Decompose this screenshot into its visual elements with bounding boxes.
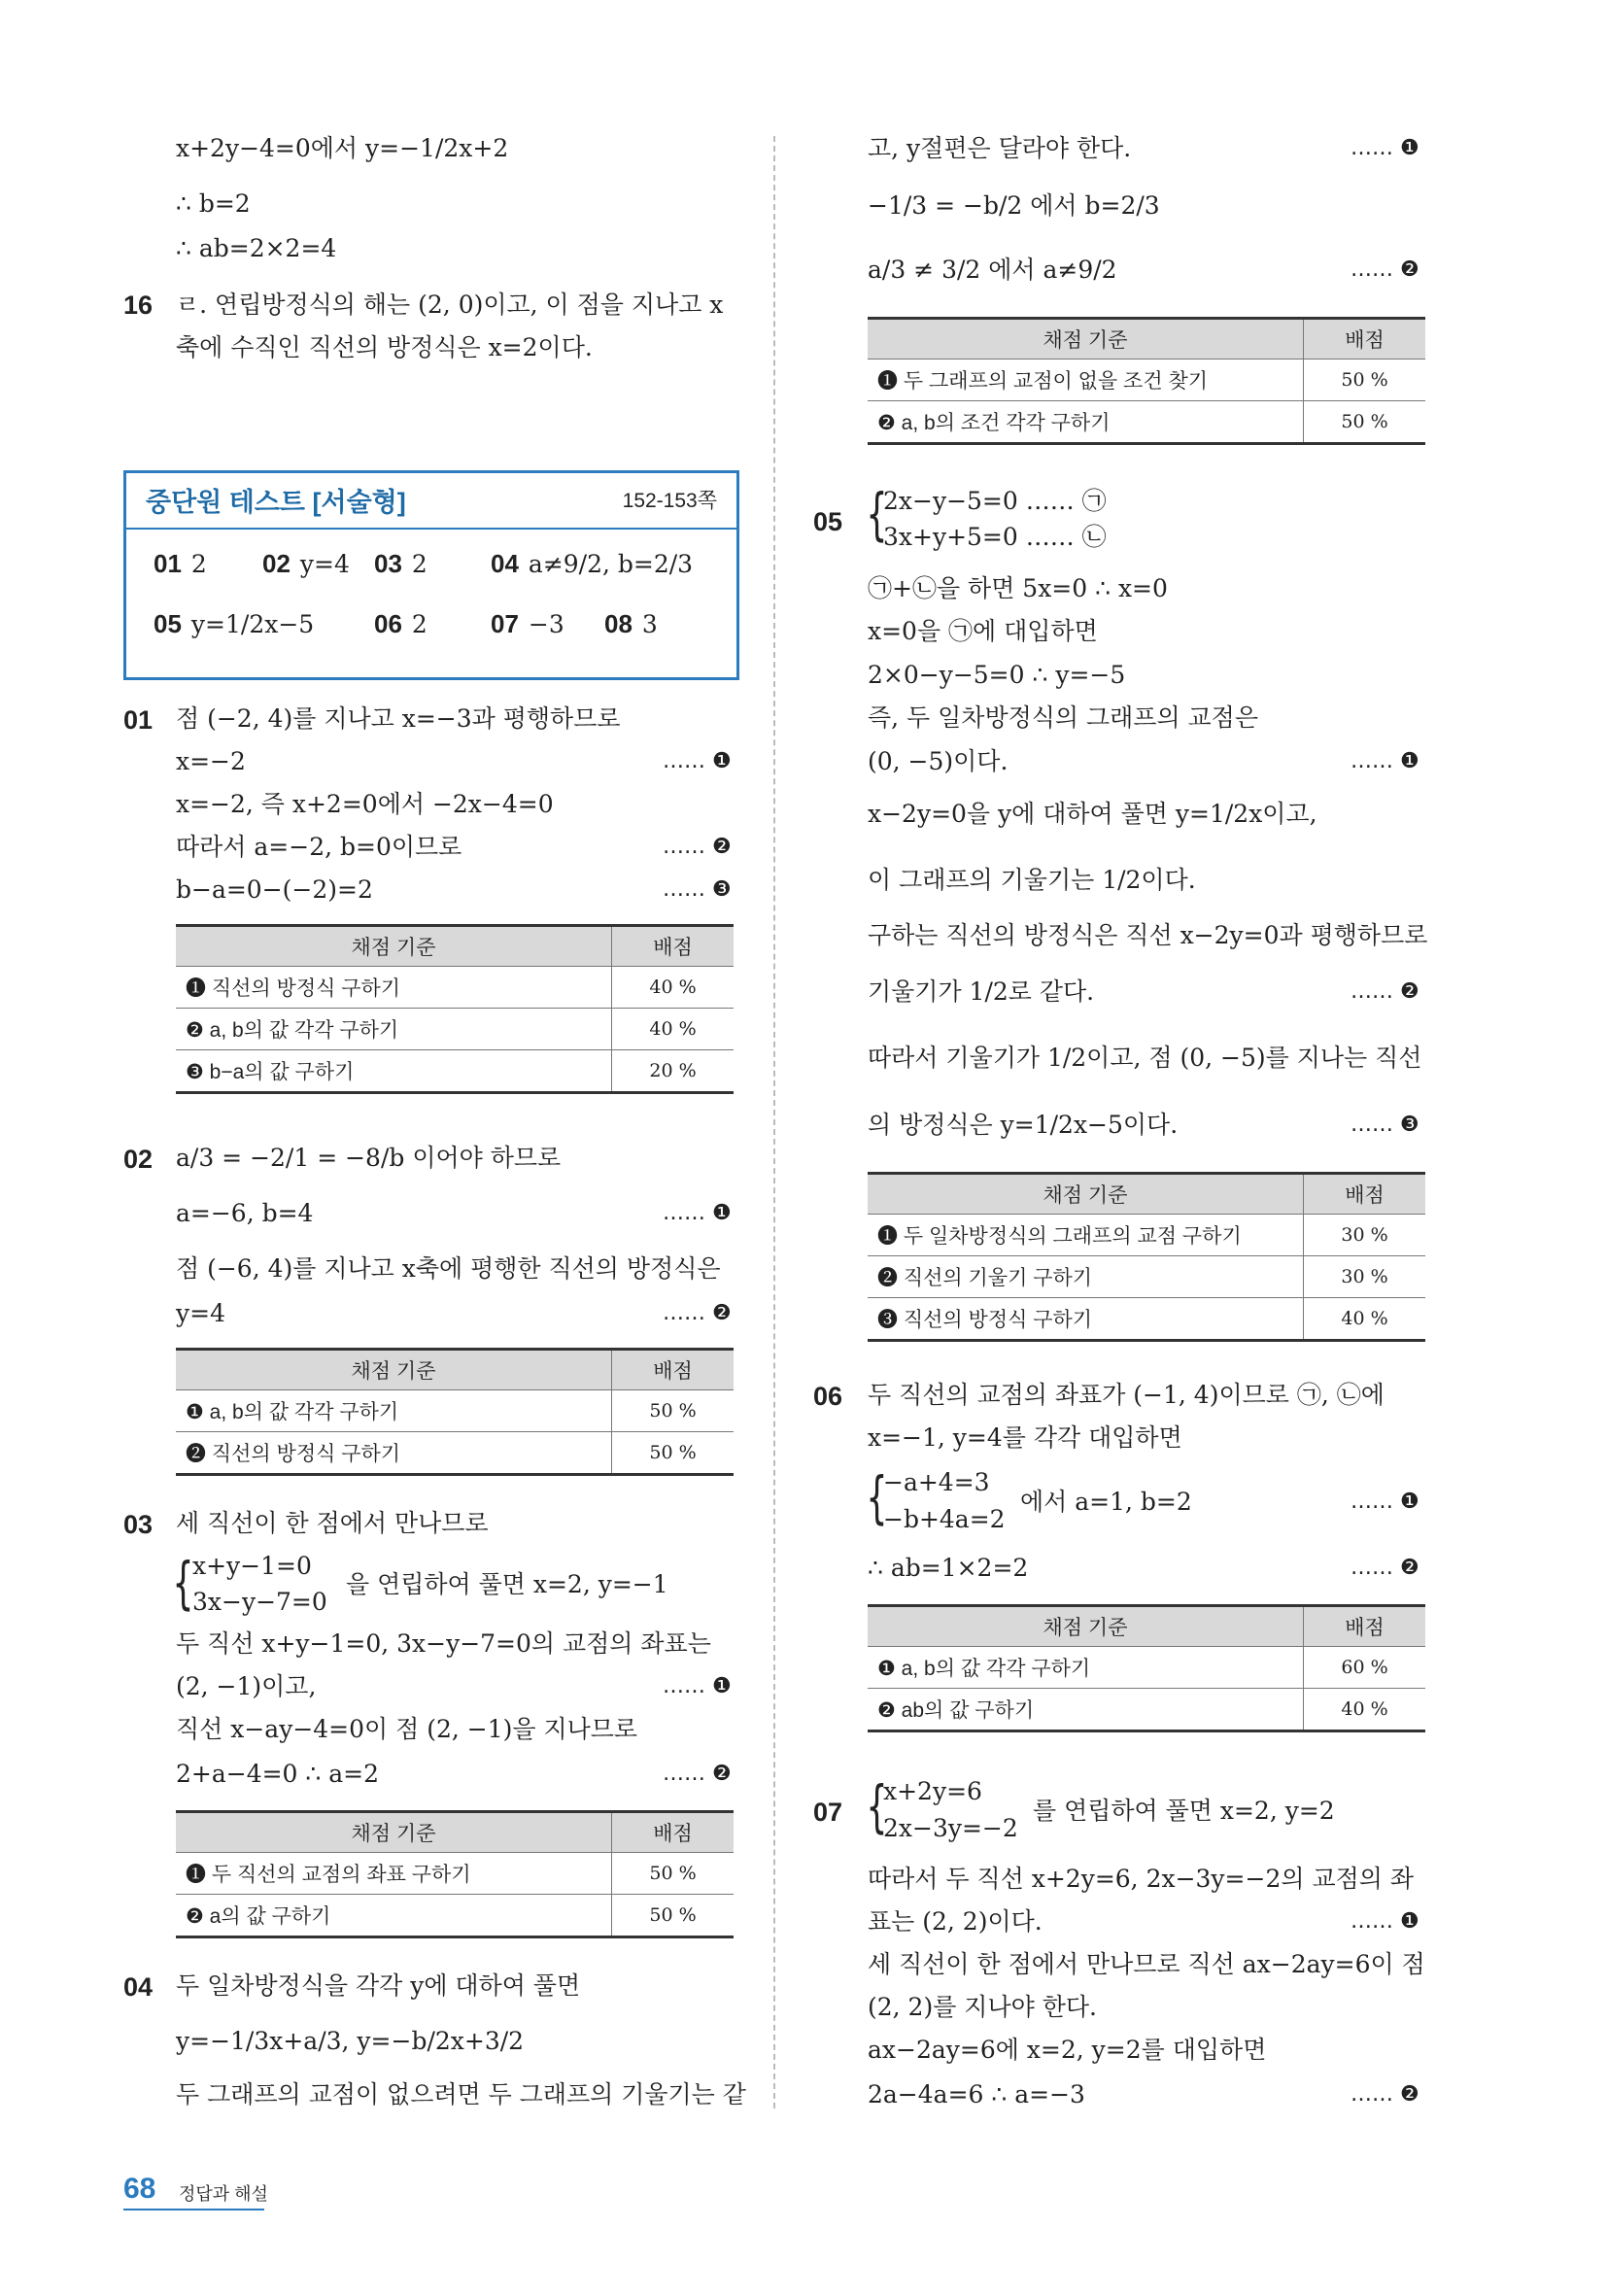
answer-value: 3 <box>641 610 658 638</box>
criteria-cell: ❶ a, b의 값 각각 구하기 <box>176 1390 612 1432</box>
text-line: ax−2ay=6에 x=2, y=2를 대입하면 <box>868 2036 1267 2064</box>
problem-number: 02 <box>123 1145 154 1174</box>
text-line: ∴ ab=1×2=2 <box>868 1554 1029 1582</box>
table-row <box>868 1256 1425 1298</box>
test-answer-box <box>123 470 739 680</box>
text-line: 두 직선의 교점의 좌표가 (−1, 4)이므로 ㉠, ㉡에 <box>868 1381 1385 1409</box>
text-line: 고, y절편은 달라야 한다. <box>868 134 1132 162</box>
text-line: a/3 ≠ 3/2 에서 a≠9/2 <box>868 256 1117 284</box>
points-cell: 30 % <box>1304 1215 1426 1256</box>
answer-item <box>491 549 693 579</box>
text-line: x+2y=6 <box>883 1777 982 1805</box>
text-line: (2, −1)이고, <box>176 1672 317 1700</box>
points-cell: 40 % <box>1304 1689 1426 1731</box>
answer-num: 06 <box>374 609 402 638</box>
system-brace: { <box>866 1773 888 1839</box>
text-line: 2×0−y−5=0 ∴ y=−5 <box>868 661 1126 689</box>
text-line: 세 직선이 한 점에서 만나므로 <box>176 1509 489 1537</box>
text-line: x+y−1=0 <box>192 1552 312 1580</box>
step-mark: …… ❶ <box>663 1201 732 1225</box>
criteria-cell: ❷ 직선의 기울기 구하기 <box>868 1256 1304 1298</box>
scoring-table <box>176 1348 734 1476</box>
answer-value: 2 <box>411 610 427 638</box>
text-line: 따라서 기울기가 1/2이고, 점 (0, −5)를 지나는 직선 <box>868 1044 1422 1072</box>
table-row <box>176 1390 734 1432</box>
scoring-table <box>868 317 1425 445</box>
text-line: a/3 = −2/1 = −8/b 이어야 하므로 <box>176 1144 562 1172</box>
step-mark: …… ❶ <box>1351 749 1419 773</box>
points-cell: 50 % <box>1304 360 1426 401</box>
text-line: −1/3 = −b/2 에서 b=2/3 <box>868 191 1160 220</box>
text-line: 구하는 직선의 방정식은 직선 x−2y=0과 평행하므로 <box>868 921 1428 949</box>
text-line: 두 그래프의 교점이 없으려면 두 그래프의 기울기는 같 <box>176 2080 746 2108</box>
table-row <box>176 1432 734 1475</box>
problem-number: 03 <box>123 1510 154 1539</box>
step-mark: …… ❷ <box>1351 257 1419 282</box>
table-row <box>868 360 1425 401</box>
text-line: x=−1, y=4를 각각 대입하면 <box>868 1423 1182 1452</box>
text-line: 을 연립하여 풀면 x=2, y=−1 <box>346 1570 668 1598</box>
criteria-cell: ❶ 두 직선의 교점의 좌표 구하기 <box>176 1853 612 1895</box>
table-row <box>868 1689 1425 1731</box>
criteria-cell: ❶ 두 일차방정식의 그래프의 교점 구하기 <box>868 1215 1304 1256</box>
header-points: 배점 <box>612 1350 735 1390</box>
answer-value: 2 <box>411 550 427 578</box>
text-line: (0, −5)이다. <box>868 747 1009 775</box>
box-title: 중단원 테스트 [서술형] <box>146 488 406 517</box>
text-line: (2, 2)를 지나야 한다. <box>868 1993 1097 2021</box>
answer-num: 07 <box>491 609 519 638</box>
problem-number: 16 <box>123 291 154 320</box>
scoring-table <box>176 924 734 1094</box>
answer-num: 05 <box>154 609 182 638</box>
problem-number: 01 <box>123 705 154 735</box>
footer-rule <box>123 2209 264 2210</box>
text-line: 기울기가 1/2로 같다. <box>868 977 1095 1006</box>
answer-item <box>374 549 427 579</box>
points-cell: 40 % <box>1304 1298 1426 1341</box>
criteria-cell: ❷ a, b의 값 각각 구하기 <box>176 1009 612 1050</box>
text-line: y=−1/3x+a/3, y=−b/2x+3/2 <box>176 2027 525 2055</box>
text-line: 직선 x−ay−4=0이 점 (2, −1)을 지나므로 <box>176 1715 638 1743</box>
points-cell: 40 % <box>612 967 735 1009</box>
box-divider <box>126 528 736 530</box>
text-line: x−2y=0을 y에 대하여 풀면 y=1/2x이고, <box>868 800 1317 828</box>
answer-value: y=4 <box>299 550 350 578</box>
step-mark: …… ❶ <box>1351 1909 1419 1934</box>
step-mark: …… ❶ <box>1351 136 1419 160</box>
scoring-table <box>868 1604 1425 1732</box>
answer-item <box>491 609 564 639</box>
text-line: 따라서 a=−2, b=0이므로 <box>176 833 462 861</box>
step-mark: …… ❷ <box>663 1301 732 1325</box>
header-points: 배점 <box>1304 1174 1426 1215</box>
text-line: 3x−y−7=0 <box>192 1588 327 1616</box>
problem-number: 04 <box>123 1972 154 2002</box>
table-row <box>176 967 734 1009</box>
step-mark: …… ❷ <box>1351 1556 1419 1580</box>
answer-value: 2 <box>190 550 207 578</box>
table-row <box>868 1298 1425 1341</box>
text-line: 이 그래프의 기울기는 1/2이다. <box>868 866 1196 894</box>
box-pages: 152-153쪽 <box>622 490 717 512</box>
scoring-table <box>176 1810 734 1938</box>
system-brace: { <box>866 481 888 547</box>
header-points: 배점 <box>612 1812 735 1853</box>
criteria-cell: ❸ b−a의 값 구하기 <box>176 1050 612 1093</box>
step-mark: …… ❸ <box>663 877 732 902</box>
answer-item <box>154 609 314 639</box>
answer-num: 03 <box>374 549 402 578</box>
text-line: 2a−4a=6 ∴ a=−3 <box>868 2080 1085 2108</box>
points-cell: 30 % <box>1304 1256 1426 1298</box>
text-line: 점 (−6, 4)를 지나고 x축에 평행한 직선의 방정식은 <box>176 1254 721 1283</box>
text-line: x=−2 <box>176 747 246 775</box>
criteria-cell: ❶ a, b의 값 각각 구하기 <box>868 1647 1304 1689</box>
answer-item <box>374 609 427 639</box>
text-line: 에서 a=1, b=2 <box>1020 1488 1192 1516</box>
system-brace: { <box>172 1550 194 1616</box>
criteria-cell: ❸ 직선의 방정식 구하기 <box>868 1298 1304 1341</box>
step-mark: …… ❶ <box>663 749 732 773</box>
step-mark: …… ❶ <box>1351 1490 1419 1514</box>
header-points: 배점 <box>1304 319 1426 360</box>
header-criteria: 채점 기준 <box>176 1812 612 1853</box>
criteria-cell: ❷ a, b의 조건 각각 구하기 <box>868 401 1304 444</box>
text-line: 따라서 두 직선 x+2y=6, 2x−3y=−2의 교점의 좌 <box>868 1865 1414 1893</box>
step-mark: …… ❷ <box>1351 979 1419 1004</box>
answer-item <box>154 549 207 579</box>
table-row <box>868 1647 1425 1689</box>
points-cell: 40 % <box>612 1009 735 1050</box>
points-cell: 60 % <box>1304 1647 1426 1689</box>
header-points: 배점 <box>612 926 735 967</box>
text-line: −b+4a=2 <box>883 1505 1006 1533</box>
answer-value: a≠9/2, b=2/3 <box>528 550 694 578</box>
text-line: y=4 <box>176 1299 225 1327</box>
header-criteria: 채점 기준 <box>868 1174 1304 1215</box>
text-line: 점 (−2, 4)를 지나고 x=−3과 평행하므로 <box>176 704 621 733</box>
points-cell: 50 % <box>612 1853 735 1895</box>
page-number: 68 <box>123 2173 156 2205</box>
step-mark: …… ❷ <box>1351 2082 1419 2107</box>
scoring-table <box>868 1172 1425 1342</box>
criteria-cell: ❶ 두 그래프의 교점이 없을 조건 찾기 <box>868 360 1304 401</box>
text-line: 를 연립하여 풀면 x=2, y=2 <box>1033 1797 1335 1825</box>
text-line: 3x+y+5=0 …… ㉡ <box>883 523 1107 551</box>
text-line: ∴ b=2 <box>176 189 251 218</box>
header-points: 배점 <box>1304 1606 1426 1647</box>
text-line: 세 직선이 한 점에서 만나므로 직선 ax−2ay=6이 점 <box>868 1950 1425 1978</box>
step-mark: …… ❸ <box>1351 1113 1419 1137</box>
system-brace: { <box>866 1464 888 1530</box>
text-line: 2+a−4=0 ∴ a=2 <box>176 1760 380 1788</box>
step-mark: …… ❷ <box>663 835 732 859</box>
text-line: a=−6, b=4 <box>176 1199 314 1227</box>
text-line: −a+4=3 <box>883 1468 990 1496</box>
points-cell: 20 % <box>612 1050 735 1093</box>
text-line: ∴ ab=2×2=4 <box>176 234 337 262</box>
text-line: 2x−3y=−2 <box>883 1814 1018 1842</box>
points-cell: 50 % <box>612 1432 735 1475</box>
table-row <box>176 1853 734 1895</box>
text-line: 2x−y−5=0 …… ㉠ <box>883 487 1107 515</box>
answer-num: 02 <box>262 549 291 578</box>
text-line: ㄹ. 연립방정식의 해는 (2, 0)이고, 이 점을 지나고 x <box>176 291 724 319</box>
column-divider <box>773 136 775 2108</box>
problem-number: 05 <box>813 507 843 536</box>
points-cell: 50 % <box>612 1390 735 1432</box>
problem-number: 06 <box>813 1382 843 1411</box>
header-criteria: 채점 기준 <box>868 1606 1304 1647</box>
header-criteria: 채점 기준 <box>868 319 1304 360</box>
text-line: ㉠+㉡을 하면 5x=0 ∴ x=0 <box>868 574 1168 602</box>
table-row <box>176 1050 734 1093</box>
text-line: 축에 수직인 직선의 방정식은 x=2이다. <box>176 333 593 361</box>
criteria-cell: ❷ ab의 값 구하기 <box>868 1689 1304 1731</box>
text-line: b−a=0−(−2)=2 <box>176 875 373 904</box>
text-line: 두 일차방정식을 각각 y에 대하여 풀면 <box>176 1971 581 2000</box>
problem-number: 07 <box>813 1798 843 1827</box>
criteria-cell: ❷ 직선의 방정식 구하기 <box>176 1432 612 1475</box>
answer-item <box>604 609 658 639</box>
points-cell: 50 % <box>1304 401 1426 444</box>
answer-value: y=1/2x−5 <box>190 610 315 638</box>
text-line: 즉, 두 일차방정식의 그래프의 교점은 <box>868 703 1258 732</box>
text-line: 표는 (2, 2)이다. <box>868 1907 1043 1936</box>
table-row <box>176 1009 734 1050</box>
answer-item <box>262 549 350 579</box>
step-mark: …… ❷ <box>663 1762 732 1786</box>
table-row <box>868 401 1425 444</box>
criteria-cell: ❷ a의 값 구하기 <box>176 1895 612 1937</box>
header-criteria: 채점 기준 <box>176 926 612 967</box>
text-line: x=0을 ㉠에 대입하면 <box>868 617 1098 645</box>
answer-value: −3 <box>528 610 564 638</box>
header-criteria: 채점 기준 <box>176 1350 612 1390</box>
criteria-cell: ❶ 직선의 방정식 구하기 <box>176 967 612 1009</box>
footer-label: 정답과 해설 <box>179 2184 268 2204</box>
text-line: 의 방정식은 y=1/2x−5이다. <box>868 1111 1179 1139</box>
answer-num: 08 <box>604 609 633 638</box>
text-line: x+2y−4=0에서 y=−1/2x+2 <box>176 134 509 162</box>
points-cell: 50 % <box>612 1895 735 1937</box>
text-line: x=−2, 즉 x+2=0에서 −2x−4=0 <box>176 790 554 818</box>
table-row <box>176 1895 734 1937</box>
table-row <box>868 1215 1425 1256</box>
text-line: 두 직선 x+y−1=0, 3x−y−7=0의 교점의 좌표는 <box>176 1629 711 1658</box>
step-mark: …… ❶ <box>663 1674 732 1698</box>
answer-num: 04 <box>491 549 519 578</box>
answer-num: 01 <box>154 549 182 578</box>
